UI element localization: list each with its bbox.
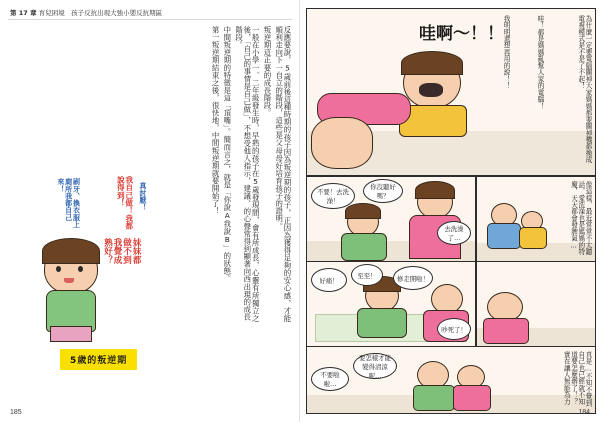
panel-4-bubble-2: 至至！	[351, 264, 383, 286]
comic-panel-1	[306, 8, 596, 176]
panel-3-caption: 像這樣，最近常常不太聽話，愛洗澡也是媽媽的特魔，天天都會發脾氣…	[569, 181, 592, 256]
girl-eye-right	[78, 266, 83, 272]
panel-2-bubble-2: 你沒聽好嗎？	[363, 179, 403, 203]
body-column: 反應要說，5歲前後這種時期的孩子因為叛逆期的孩子，正因為獲得足夠的安心感，才能順利走向下一自立的階段，這些是父母母好培育孩子的證明。	[274, 26, 292, 322]
mother-hand	[311, 117, 373, 169]
girl-mouth	[64, 278, 74, 283]
comic-shout-text: 哇啊～！！	[419, 24, 504, 44]
panel-6-bubble-2: 不要啦啦…	[311, 367, 349, 391]
mother-hair	[415, 181, 455, 199]
body-column: 第一叛逆期結束之後，很快地，中間叛逆期就要開始了！	[211, 26, 221, 215]
panel-1-caption-c: 我明明還想再用的說！！	[502, 15, 510, 90]
child-hair	[401, 51, 463, 75]
page-number-left: 185	[10, 409, 22, 416]
girl-eye-left	[56, 266, 61, 272]
chapter-title: 育兒困境 孩子反抗出現大強小嬰反抗期區	[38, 9, 163, 17]
panel-1-caption-a: 為什麼一定要電腦關掉大家媽媽都要關掉機都換成電視模式是不是了不起！	[576, 15, 592, 164]
comic-panel-6	[306, 346, 596, 414]
panel-2-bubble-1: 不要！去洗澡！	[311, 183, 355, 209]
chapter-label: 第 17 章	[10, 9, 37, 17]
figure-body-e	[453, 385, 491, 411]
chapter-header	[10, 8, 162, 17]
status-badge-rebellion: 5歲的叛逆期	[60, 349, 137, 370]
panel-4-bubble-4: 吵死了！	[437, 318, 471, 340]
child-body-3	[357, 308, 407, 338]
body-column: 叛逆期這正要的成長階段。	[262, 26, 272, 117]
girl-skirt	[50, 326, 92, 342]
child-open-mouth	[419, 83, 443, 97]
panel-6-caption: 真是…不知不覺到自己也已經就不知道要怎麼辦了！？實在讓人無能為力	[562, 351, 592, 407]
left-page-body	[207, 26, 291, 326]
comic-panel-4	[306, 261, 476, 347]
comic-panel-3	[476, 176, 596, 262]
figure-body-a	[487, 223, 521, 249]
comic-panel-2	[306, 176, 476, 262]
figure-body-c	[483, 318, 529, 344]
right-page	[300, 0, 600, 422]
speech-bubble-1: 我自己做！我都說得到！	[116, 176, 134, 230]
figure-body-d	[413, 385, 455, 411]
illustration-girl	[38, 174, 164, 344]
child-hair-2	[345, 203, 381, 219]
comic-panel-5	[476, 261, 596, 347]
panel-4-bubble-1: 好痛！	[311, 268, 347, 292]
panel-6-bubble-1: 要怎樣才能變得清涼呢…	[353, 353, 397, 379]
speech-bubble-2: 妹妹都做不到我覺成熟好？	[102, 238, 142, 265]
speech-bubble-4: 刷牙、換衣服上廁所我都自己來！	[56, 178, 81, 228]
speech-bubble-3: 真討厭！	[138, 182, 147, 211]
child-body-2	[341, 233, 387, 261]
comic-grid	[306, 8, 594, 412]
page-number-right: 184	[578, 409, 590, 416]
figure-body-b	[519, 227, 547, 249]
girl-hair	[42, 238, 100, 264]
body-column: 中間叛逆期的特徵是這「頂嘴」。簡而言之，就是「你說A我說B」的狀態。	[222, 26, 232, 283]
panel-2-bubble-3: 去洗澡了…	[437, 221, 471, 245]
header-divider	[8, 19, 292, 20]
panel-4-bubble-3: 修走開啦！	[393, 266, 433, 290]
body-column: 一般在小學一、二年級發生時，早熟的孩子在5歲發現間，會有所成長，心靈有所獨立之後，「自己的事情是自己做」，不想受他人指示，建議、的心聲常得到顯著向西出現的成長階段。	[234, 26, 261, 322]
panel-1-caption-b: 哇！都是媽媽亂幫人家的電腦！	[536, 15, 544, 110]
